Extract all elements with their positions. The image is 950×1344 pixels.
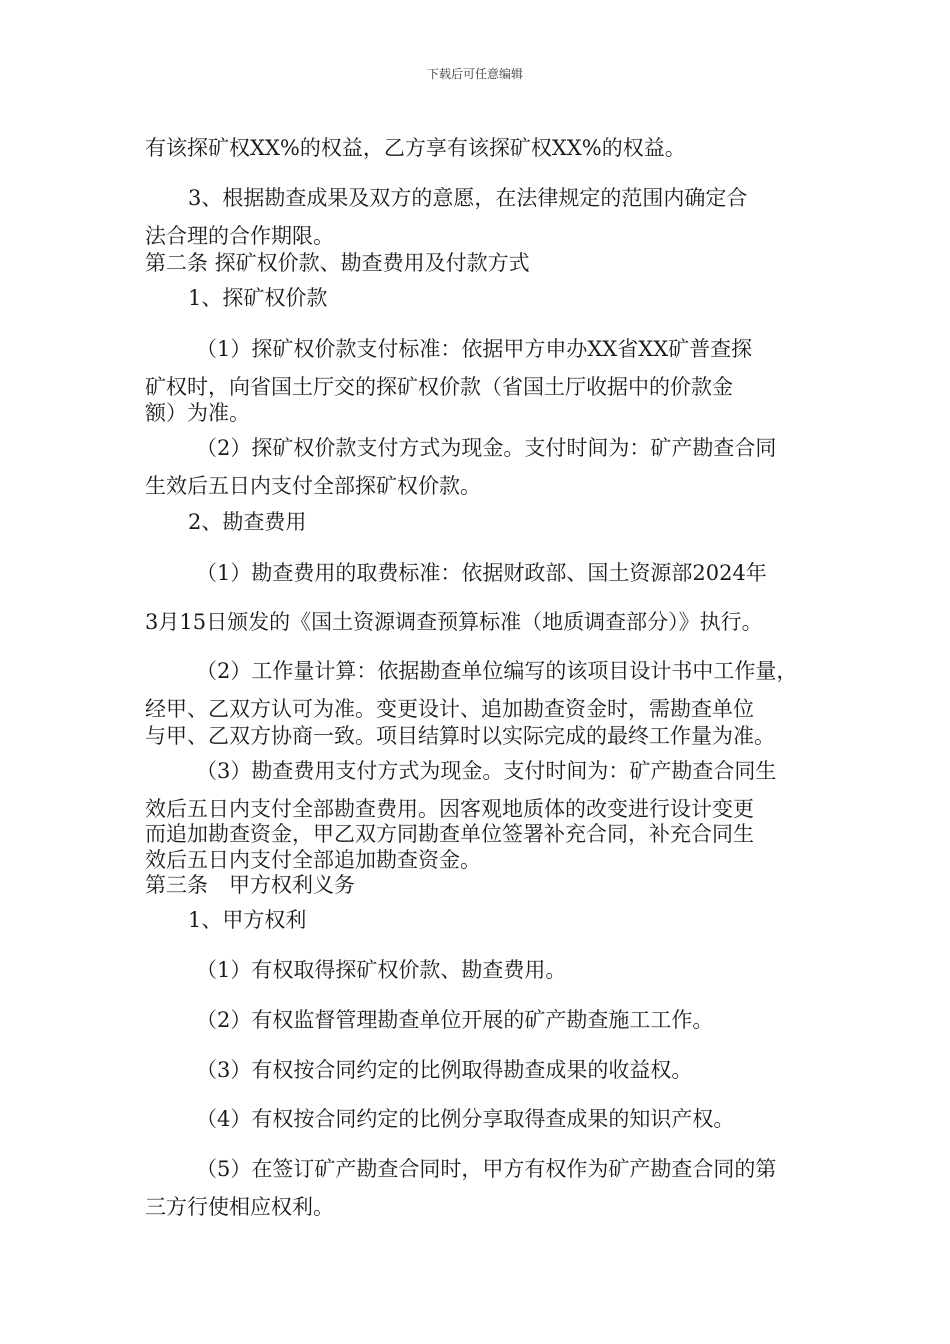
text-line: （1）勘查费用的取费标准：依据财政部、国土资源部2024年 (196, 561, 767, 585)
text-line: 法合理的合作期限。 (145, 224, 334, 248)
text-line: （2）工作量计算：依据勘查单位编写的该项目设计书中工作量， (196, 659, 798, 683)
text-line: （1）有权取得探矿权价款、勘查费用。 (196, 958, 567, 982)
text-line: 生效后五日内支付全部探矿权价款。 (145, 474, 481, 498)
section-heading: 1、甲方权利 (188, 908, 307, 932)
text-line: （1）探矿权价款支付标准：依据甲方申办XX省XX矿普查探 (196, 337, 753, 361)
text-line: 经甲、乙双方认可为准。变更设计、追加勘查资金时，需勘查单位 (145, 697, 754, 721)
text-line: （2）探矿权价款支付方式为现金。支付时间为：矿产勘查合同 (196, 436, 777, 460)
text-line: （2）有权监督管理勘查单位开展的矿产勘查施工工作。 (196, 1008, 714, 1032)
text-line: 有该探矿权XX%的权益，乙方享有该探矿权XX%的权益。 (145, 136, 686, 160)
text-line: （3）勘查费用支付方式为现金。支付时间为：矿产勘查合同生 (196, 759, 777, 783)
text-line: 效后五日内支付全部追加勘查资金。 (145, 848, 481, 872)
text-line: （3）有权按合同约定的比例取得勘查成果的收益权。 (196, 1058, 693, 1082)
text-line: 3、根据勘查成果及双方的意愿，在法律规定的范围内确定合 (188, 186, 748, 210)
article-heading: 第二条 探矿权价款、勘查费用及付款方式 (145, 251, 530, 275)
text-line: 与甲、乙双方协商一致。项目结算时以实际完成的最终工作量为准。 (145, 724, 775, 748)
section-heading: 1、探矿权价款 (188, 286, 328, 310)
text-line: （4）有权按合同约定的比例分享取得查成果的知识产权。 (196, 1107, 735, 1131)
text-line: 额）为准。 (145, 401, 250, 425)
article-heading: 第三条 甲方权利义务 (145, 873, 355, 897)
text-line: 3月15日颁发的《国土资源调查预算标准（地质调查部分）》执行。 (145, 610, 763, 634)
section-heading: 2、勘查费用 (188, 510, 307, 534)
page-header: 下载后可任意编辑 (426, 67, 523, 81)
text-line: 效后五日内支付全部勘查费用。因客观地质体的改变进行设计变更 (145, 797, 754, 821)
text-line: （5）在签订矿产勘查合同时，甲方有权作为矿产勘查合同的第 (196, 1157, 777, 1181)
text-line: 三方行使相应权利。 (145, 1195, 334, 1219)
text-line: 而追加勘查资金，甲乙双方同勘查单位签署补充合同，补充合同生 (145, 822, 754, 846)
text-line: 矿权时，向省国土厅交的探矿权价款（省国土厅收据中的价款金 (145, 375, 733, 399)
